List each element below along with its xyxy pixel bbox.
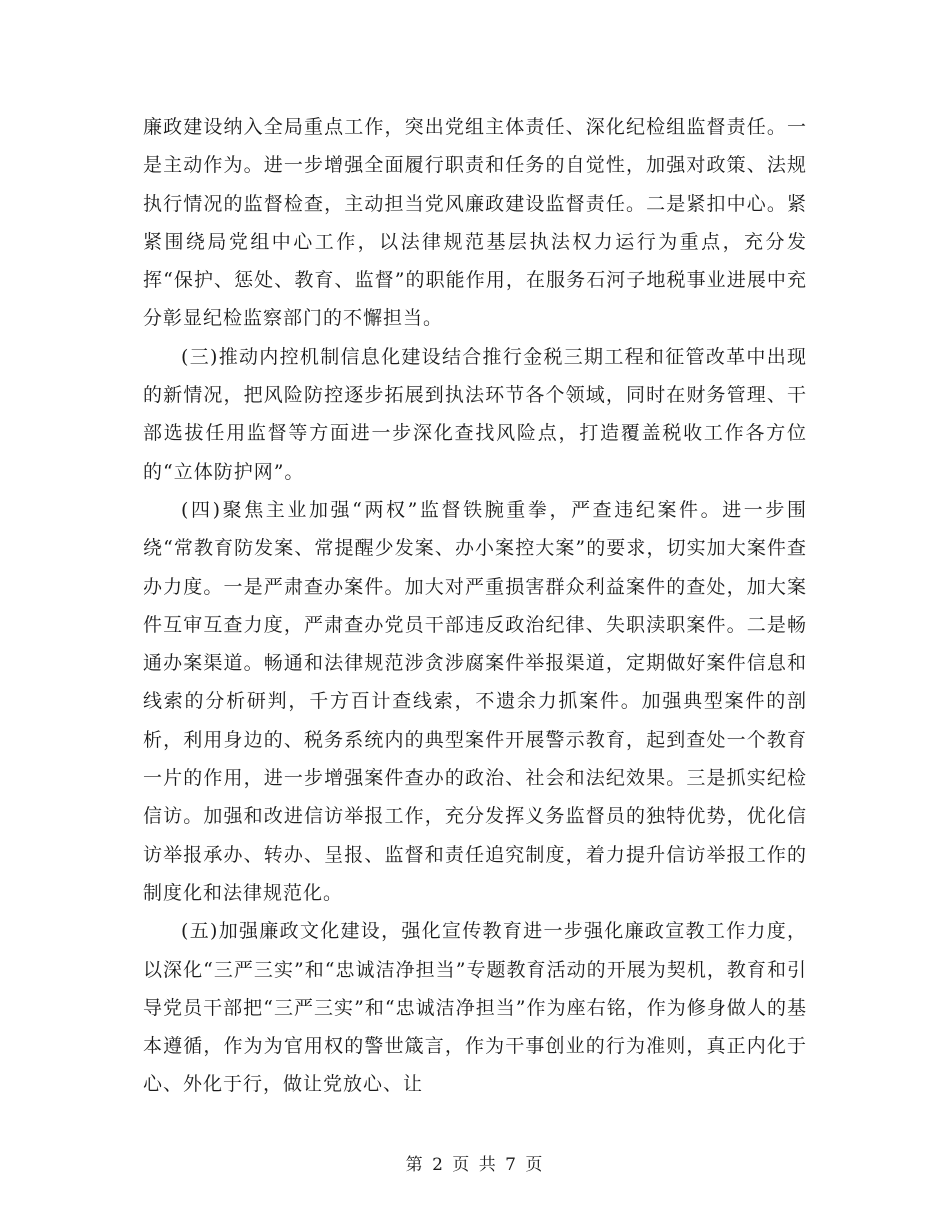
paragraph-continuation: 廉政建设纳入全局重点工作，突出党组主体责任、深化纪检组监督责任。一是主动作为。进一步增强全面履行职责和任务的自觉性，加强对政策、法规执行情况的监督检查，主动担当党风廉政建设监督责任。二是紧扣中心。紧紧围绕局党组中心工作，以法律规范基层执法权力运行为重点，充分发挥“保护、惩处、教育、监督”的职能作用，在服务石河子地税事业进展中充分彰显纪检监察部门的不懈担当。 [143, 116, 807, 330]
paragraph-section-5: (五)加强廉政文化建设，强化宣传教育进一步强化廉政宣教工作力度，以深化“三严三实”和“忠诚洁净担当”专题教育活动的开展为契机，教育和引导党员干部把“三严三实”和“忠诚洁净担当”作为座右铭，作为修身做人的基本遵循，作为为官用权的警世箴言，作为干事创业的行为准则，真正内化于心、外化于行，做让党放心、让 [143, 920, 807, 1096]
document-body [143, 108, 807, 1104]
page-footer: 第 2 页 共 7 页 [405, 1155, 545, 1175]
paragraph-section-4: (四)聚焦主业加强“两权”监督铁腕重拳，严查违纪案件。进一步围绕“常教育防发案、常提醒少发案、办小案控大案”的要求，切实加大案件查办力度。一是严肃查办案件。加大对严重损害群众利益案件的查处，加大案件互审互查力度，严肃查办党员干部违反政治纪律、失职渎职案件。二是畅通办案渠道。畅通和法律规范涉贪涉腐案件举报渠道，定期做好案件信息和线索的分析研判，千方百计查线索，不遗余力抓案件。加强典型案件的剖析，利用身边的、税务系统内的典型案件开展警示教育，起到查处一个教育一片的作用，进一步增强案件查办的政治、社会和法纪效果。三是抓实纪检信访。加强和改进信访举报工作，充分发挥义务监督员的独特优势，优化信访举报承办、转办、呈报、监督和责任追究制度，着力提升信访举报工作的制度化和法律规范化。 [143, 498, 807, 904]
paragraph-section-3: (三)推动内控机制信息化建设结合推行金税三期工程和征管改革中出现的新情况，把风险防控逐步拓展到执法环节各个领域，同时在财务管理、干部选拔任用监督等方面进一步深化查找风险点，打造覆盖税收工作各方位的“立体防护网”。 [143, 345, 807, 483]
